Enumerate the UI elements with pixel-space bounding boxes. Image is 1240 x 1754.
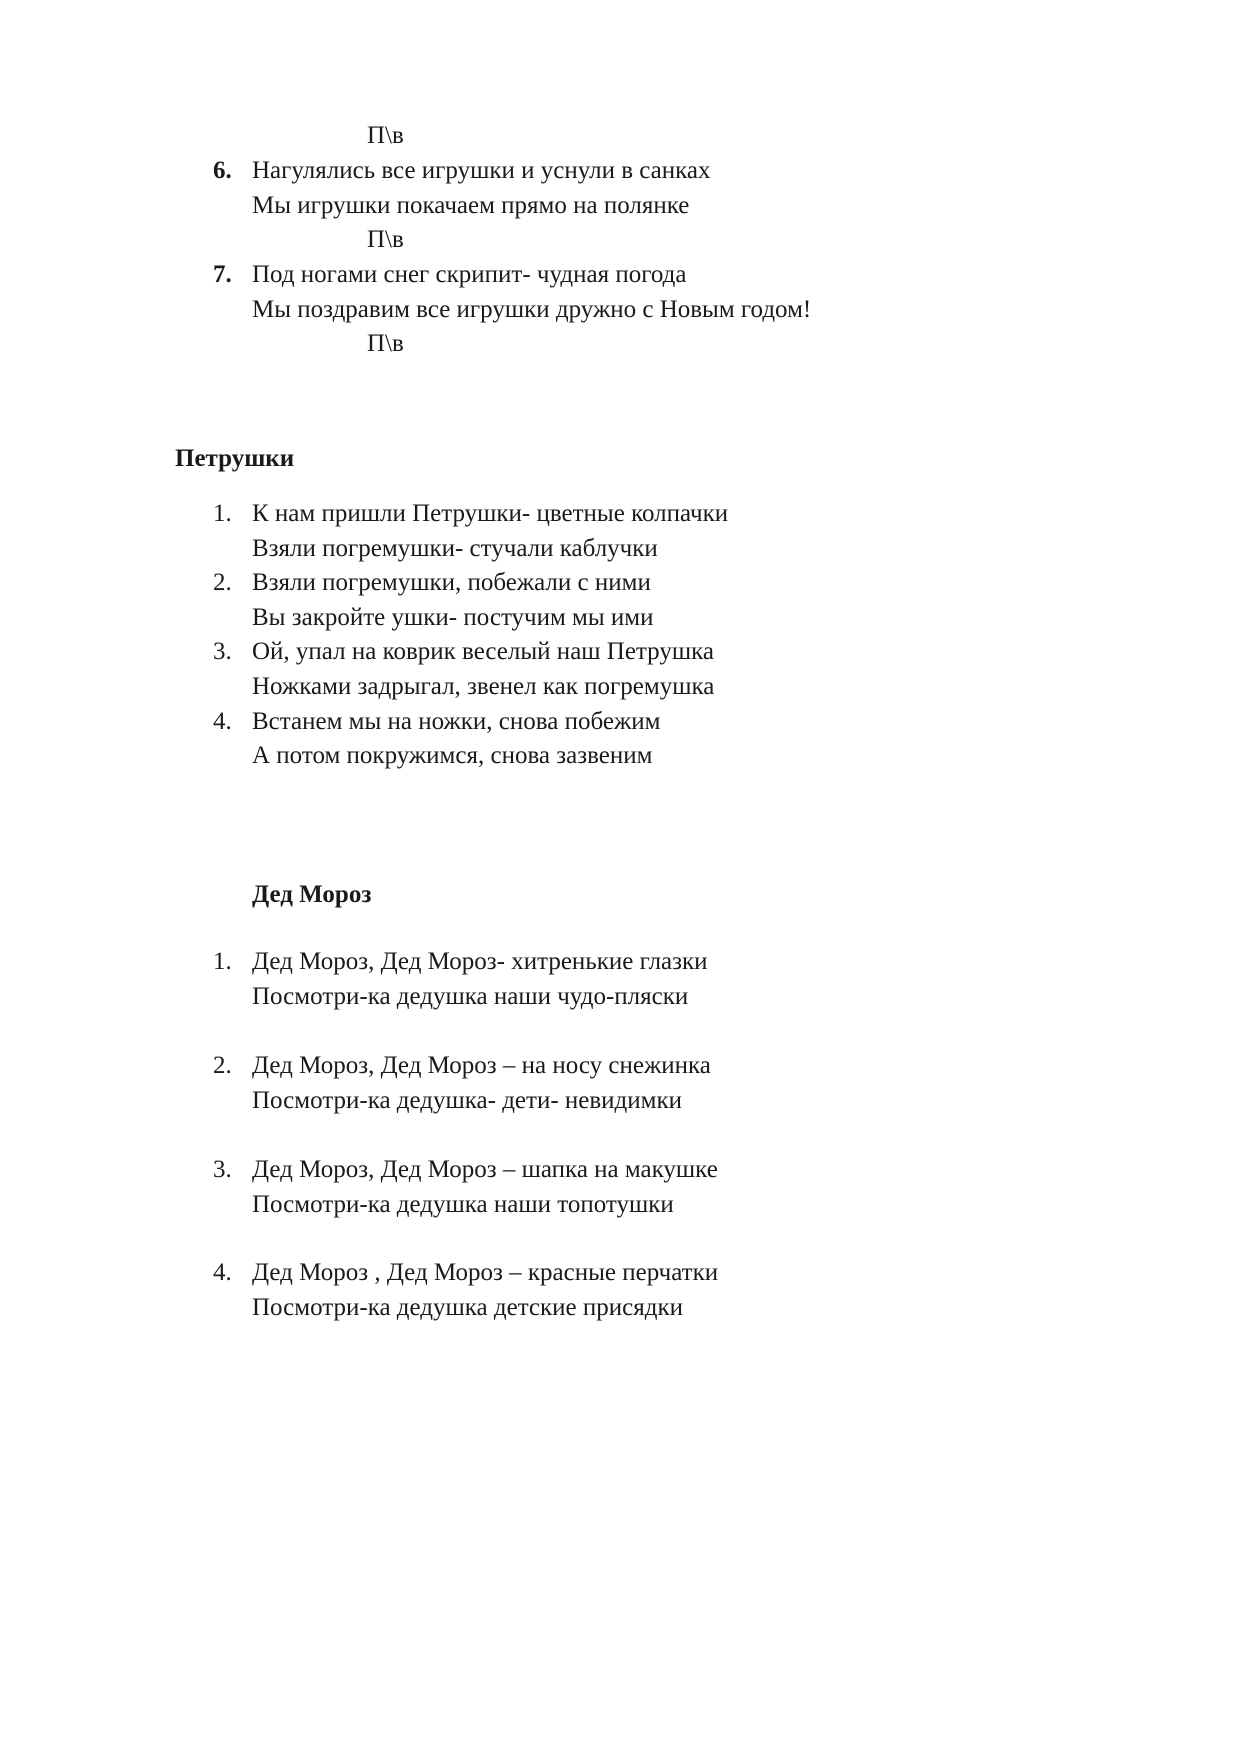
verse-number: 6. (213, 157, 232, 184)
verse-number: 4. (213, 1259, 232, 1286)
verse-line: Взяли погремушки, побежали с ними (252, 569, 651, 596)
refrain-marker: П\в (367, 226, 404, 253)
verse-line: Вы закройте ушки- постучим мы ими (252, 604, 654, 631)
verse-number: 1. (213, 500, 232, 527)
verse-line: Посмотри-ка дедушка наши чудо-пляски (252, 983, 689, 1010)
verse-number: 7. (213, 261, 232, 288)
verse-line: Посмотри-ка дедушка- дети- невидимки (252, 1087, 683, 1114)
verse-number: 1. (213, 948, 232, 975)
verse-line: Мы игрушки покачаем прямо на полянке (252, 192, 690, 219)
verse-line: Взяли погремушки- стучали каблучки (252, 535, 658, 562)
song-title-petrushki: Петрушки (175, 445, 295, 472)
verse-line: Дед Мороз, Дед Мороз – шапка на макушке (252, 1156, 718, 1183)
verse-line: Дед Мороз, Дед Мороз- хитренькие глазки (252, 948, 708, 975)
verse-line: Встанем мы на ножки, снова побежим (252, 708, 661, 735)
verse-number: 2. (213, 569, 232, 596)
verse-number: 3. (213, 638, 232, 665)
verse-line: Дед Мороз , Дед Мороз – красные перчатки (252, 1259, 719, 1286)
verse-line: Нагулялись все игрушки и уснули в санках (252, 157, 711, 184)
verse-line: Посмотри-ка дедушка детские присядки (252, 1294, 683, 1321)
verse-number: 3. (213, 1156, 232, 1183)
verse-line: Дед Мороз, Дед Мороз – на носу снежинка (252, 1052, 711, 1079)
verse-line: Ой, упал на коврик веселый наш Петрушка (252, 638, 714, 665)
verse-number: 2. (213, 1052, 232, 1079)
verse-line: Под ногами снег скрипит- чудная погода (252, 261, 687, 288)
song-title-ded-moroz: Дед Мороз (252, 881, 372, 908)
verse-number: 4. (213, 708, 232, 735)
verse-line: К нам пришли Петрушки- цветные колпачки (252, 500, 729, 527)
verse-line: Посмотри-ка дедушка наши топотушки (252, 1191, 674, 1218)
refrain-marker: П\в (367, 330, 404, 357)
verse-line: Мы поздравим все игрушки дружно с Новым годом! (252, 296, 812, 323)
verse-line: Ножками задрыгал, звенел как погремушка (252, 673, 715, 700)
refrain-marker: П\в (367, 122, 404, 149)
verse-line: А потом покружимся, снова зазвеним (252, 742, 653, 769)
